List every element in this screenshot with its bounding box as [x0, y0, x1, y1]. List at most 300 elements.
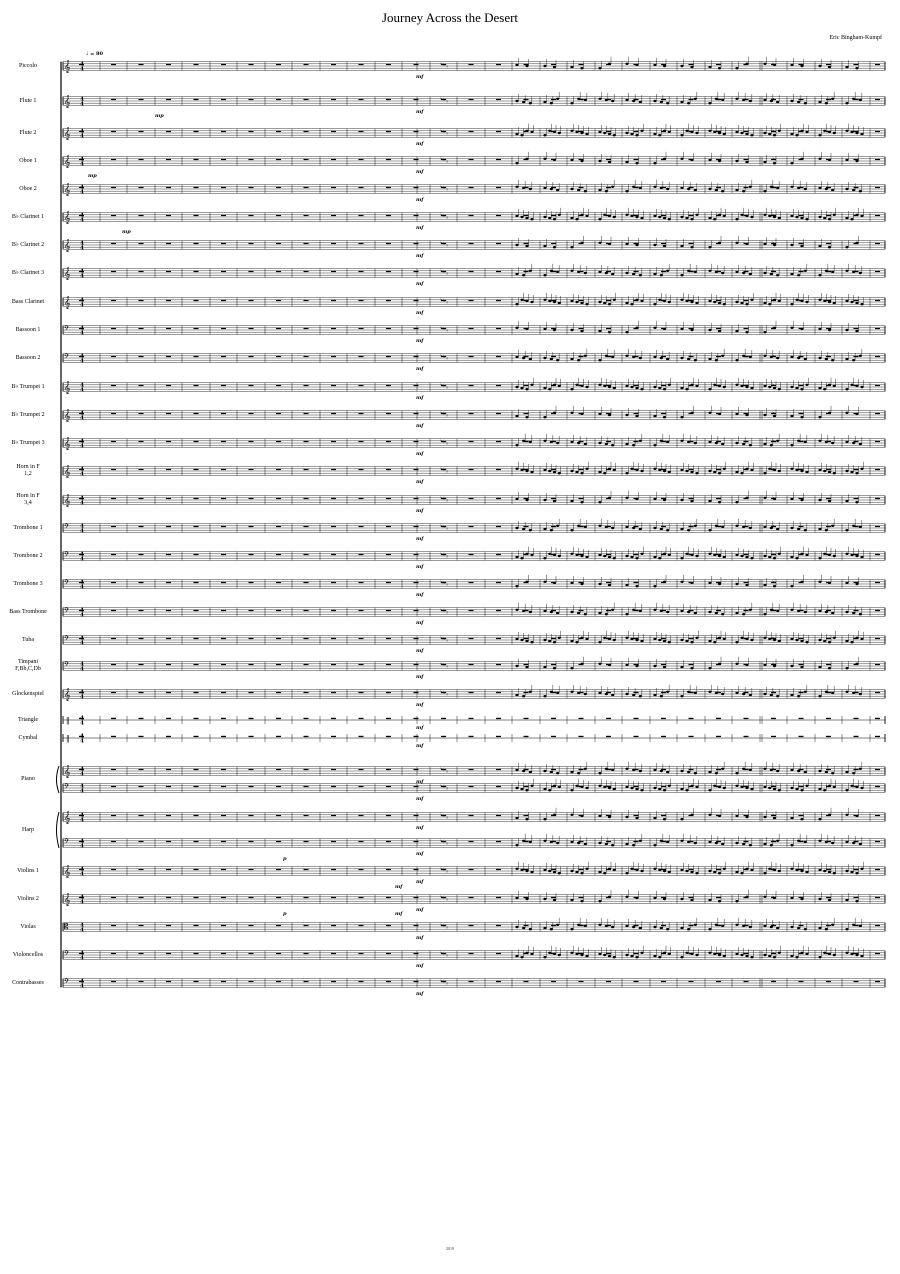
whole-rest: [221, 815, 226, 816]
note-head: [713, 641, 716, 643]
instrument-label: B♭ Trumpet 1: [11, 383, 45, 390]
note-head: [575, 641, 578, 643]
time-signature-bottom: 4: [80, 161, 84, 168]
note-head: [663, 818, 666, 820]
note-head: [828, 471, 831, 473]
whole-rest: [854, 769, 859, 770]
whole-rest: [194, 385, 199, 386]
whole-rest: [551, 498, 556, 499]
note-head: [680, 581, 683, 583]
whole-rest: [359, 99, 364, 100]
note-head: [598, 663, 601, 665]
note-head: [525, 245, 528, 247]
note-head: [653, 215, 656, 217]
treble-clef-icon: 𝄞: [64, 688, 71, 701]
note-head: [715, 189, 718, 191]
bass-clef-icon: 𝄢: [64, 782, 70, 792]
note-head: [790, 386, 793, 388]
note-head: [859, 843, 862, 845]
note-head: [550, 529, 553, 531]
note-head: [713, 301, 716, 303]
whole-rest: [854, 582, 859, 583]
note-head: [708, 611, 711, 613]
time-signature-bottom: 4: [80, 788, 84, 795]
whole-rest: [634, 243, 639, 244]
time-signature-top: 4: [80, 607, 84, 614]
whole-rest: [661, 815, 666, 816]
note-head: [740, 555, 743, 557]
flat-icon: ♭: [440, 689, 443, 695]
whole-rest: [111, 243, 116, 244]
whole-rest: [854, 498, 859, 499]
flat-icon: ♭: [443, 185, 446, 192]
note-head: [570, 470, 573, 472]
note-head: [735, 583, 738, 585]
note-head: [831, 271, 834, 273]
whole-rest: [799, 413, 804, 414]
whole-rest: [606, 300, 611, 301]
note-head: [694, 98, 697, 100]
note-head: [721, 99, 724, 101]
flat-icon: ♭: [446, 637, 449, 644]
whole-rest: [331, 131, 336, 132]
note-head: [831, 692, 834, 694]
whole-rest: [661, 786, 666, 787]
whole-rest: [551, 897, 556, 898]
whole-rest: [331, 187, 336, 188]
note-head: [558, 472, 561, 474]
time-signature-top: 4: [80, 156, 84, 163]
time-signature-bottom: 4: [80, 387, 84, 394]
whole-rest: [111, 554, 116, 555]
whole-rest: [826, 498, 831, 499]
note-head: [530, 871, 533, 873]
whole-rest: [661, 718, 666, 719]
whole-rest: [441, 718, 446, 719]
note-head: [718, 815, 721, 817]
whole-rest: [875, 841, 880, 842]
whole-rest: [799, 718, 804, 719]
whole-rest: [579, 610, 584, 611]
note-head: [790, 817, 793, 819]
flat-icon: ♭: [446, 412, 449, 419]
note-head: [818, 216, 821, 218]
flat-icon: ♭: [440, 551, 443, 557]
instrument-label: B♭ Trumpet 2: [11, 411, 45, 418]
note-head: [570, 358, 573, 360]
note-head: [598, 900, 601, 902]
note-head: [845, 388, 848, 390]
treble-clef-icon: 𝄞: [64, 127, 71, 140]
whole-rest: [249, 356, 254, 357]
staff: [63, 406, 885, 420]
note-head: [680, 440, 683, 442]
whole-rest: [634, 638, 639, 639]
whole-rest: [166, 215, 171, 216]
staff: [63, 378, 885, 392]
note-head: [708, 553, 711, 555]
note-head: [680, 610, 683, 612]
whole-rest: [551, 356, 556, 357]
note-head: [584, 443, 587, 445]
note-head: [553, 159, 556, 161]
note-head: [558, 786, 561, 788]
note-head: [530, 785, 533, 787]
note-head: [680, 639, 683, 641]
note-head: [708, 300, 711, 302]
whole-rest: [854, 356, 859, 357]
flat-icon: ♭: [443, 839, 446, 846]
note-head: [735, 871, 738, 873]
note-head: [580, 900, 583, 902]
note-head: [660, 528, 663, 530]
flat-icon: ♭: [443, 951, 446, 958]
whole-rest: [469, 413, 474, 414]
treble-clef-icon: 𝄞: [64, 155, 71, 168]
whole-rest: [276, 64, 281, 65]
note-head: [525, 416, 528, 418]
whole-rest: [111, 300, 116, 301]
whole-rest: [194, 582, 199, 583]
whole-rest: [744, 786, 749, 787]
note-head: [613, 134, 616, 136]
note-head: [855, 302, 858, 304]
note-head: [553, 218, 556, 220]
note-head: [818, 610, 821, 612]
note-head: [804, 928, 807, 930]
whole-rest: [661, 664, 666, 665]
whole-rest: [744, 187, 749, 188]
note-head: [556, 271, 559, 273]
note-head: [543, 581, 546, 583]
whole-rest: [689, 300, 694, 301]
whole-rest: [716, 131, 721, 132]
note-head: [721, 843, 724, 845]
flat-icon: ♭: [440, 579, 443, 585]
whole-rest: [249, 215, 254, 216]
note-head: [855, 242, 858, 244]
note-head: [658, 557, 661, 559]
whole-rest: [221, 498, 226, 499]
note-head: [548, 470, 551, 472]
note-head: [543, 387, 546, 389]
whole-rest: [221, 554, 226, 555]
note-head: [575, 871, 578, 873]
time-signature-top: 4: [80, 766, 84, 773]
note-head: [570, 300, 573, 302]
instrument-label: Piano: [21, 776, 35, 782]
whole-rest: [221, 159, 226, 160]
flat-icon: ♭: [443, 467, 446, 474]
whole-rest: [875, 526, 880, 527]
note-head: [778, 300, 781, 302]
whole-rest: [359, 385, 364, 386]
note-head: [630, 303, 633, 305]
note-head: [611, 769, 614, 771]
whole-rest: [359, 786, 364, 787]
note-head: [804, 529, 807, 531]
whole-rest: [854, 159, 859, 160]
dynamic-mf: mf: [416, 796, 424, 802]
note-head: [570, 870, 573, 872]
whole-rest: [661, 243, 666, 244]
whole-rest: [111, 869, 116, 870]
time-signature-bottom: 4: [80, 415, 84, 422]
note-head: [818, 101, 821, 103]
note-head: [797, 770, 800, 772]
dynamic-mf: mf: [416, 907, 424, 913]
note-head: [515, 817, 518, 819]
whole-rest: [524, 469, 529, 470]
note-head: [749, 769, 752, 771]
note-head: [690, 554, 693, 556]
flat-icon: ♭: [446, 468, 449, 475]
note-head: [750, 788, 753, 790]
note-head: [530, 301, 533, 303]
note-head: [585, 215, 588, 217]
note-head: [553, 412, 556, 414]
note-head: [584, 613, 587, 615]
note-head: [608, 868, 611, 870]
whole-rest: [496, 736, 501, 737]
whole-rest: [359, 869, 364, 870]
flat-icon: ♭: [440, 96, 443, 102]
note-head: [804, 691, 807, 693]
note-head: [575, 785, 578, 787]
note-head: [625, 637, 628, 639]
note-head: [584, 925, 587, 927]
whole-rest: [139, 841, 144, 842]
whole-rest: [799, 925, 804, 926]
whole-rest: [221, 841, 226, 842]
whole-rest: [496, 526, 501, 527]
whole-rest: [249, 786, 254, 787]
note-head: [584, 190, 587, 192]
note-head: [818, 528, 821, 530]
whole-rest: [551, 869, 556, 870]
note-head: [553, 871, 556, 873]
whole-rest: [716, 897, 721, 898]
whole-rest: [689, 664, 694, 665]
note-head: [823, 300, 826, 302]
whole-rest: [661, 99, 666, 100]
note-head: [795, 469, 798, 471]
note-head: [723, 787, 726, 789]
note-head: [515, 468, 518, 470]
whole-rest: [194, 925, 199, 926]
treble-clef-icon: 𝄞: [64, 865, 71, 878]
whole-rest: [469, 769, 474, 770]
note-head: [768, 215, 771, 217]
note-head: [804, 358, 807, 360]
note-head: [718, 385, 721, 387]
note-head: [718, 214, 721, 216]
note-head: [715, 612, 718, 614]
note-head: [845, 789, 848, 791]
whole-rest: [139, 786, 144, 787]
whole-rest: [221, 925, 226, 926]
flat-icon: ♭: [446, 663, 449, 670]
time-signature-top: 4: [80, 838, 84, 845]
note-head: [735, 301, 738, 303]
note-head: [687, 928, 690, 930]
dynamic-mf: mf: [416, 825, 424, 831]
note-head: [635, 216, 638, 218]
note-head: [818, 65, 821, 67]
note-head: [740, 302, 743, 304]
whole-rest: [875, 356, 880, 357]
note-head: [575, 953, 578, 955]
flat-icon: ♭: [440, 382, 443, 388]
whole-rest: [386, 769, 391, 770]
whole-rest: [194, 243, 199, 244]
flat-icon: ♭: [446, 785, 449, 792]
note-head: [745, 303, 748, 305]
note-head: [795, 134, 798, 136]
note-head: [666, 188, 669, 190]
whole-rest: [304, 385, 309, 386]
note-head: [790, 955, 793, 957]
note-head: [570, 441, 573, 443]
whole-rest: [469, 692, 474, 693]
note-head: [570, 270, 573, 272]
note-head: [708, 667, 711, 669]
whole-rest: [469, 99, 474, 100]
note-head: [797, 528, 800, 530]
note-head: [543, 528, 546, 530]
flat-icon: ♭: [772, 922, 775, 928]
note-head: [825, 358, 828, 360]
note-head: [800, 328, 803, 330]
instrument-label: Glockenspiel: [12, 690, 44, 697]
whole-rest: [166, 64, 171, 65]
note-head: [723, 303, 726, 305]
note-head: [735, 442, 738, 444]
note-head: [828, 384, 831, 386]
note-head: [635, 327, 638, 329]
note-head: [749, 100, 752, 102]
dynamic-mf: mf: [416, 253, 424, 259]
whole-rest: [744, 441, 749, 442]
flat-icon: ♭: [772, 297, 775, 303]
whole-rest: [249, 610, 254, 611]
note-head: [763, 816, 766, 818]
whole-rest: [331, 610, 336, 611]
whole-rest: [359, 187, 364, 188]
whole-rest: [606, 131, 611, 132]
note-head: [525, 870, 528, 872]
note-head: [635, 639, 638, 641]
whole-rest: [276, 441, 281, 442]
instrument-label: Horn in F 1,2: [16, 464, 40, 477]
note-head: [550, 928, 553, 930]
flat-icon: ♭: [446, 896, 449, 903]
whole-rest: [331, 786, 336, 787]
note-head: [745, 414, 748, 416]
note-head: [530, 554, 533, 556]
note-head: [625, 816, 628, 818]
whole-rest: [606, 441, 611, 442]
whole-rest: [386, 243, 391, 244]
note-head: [718, 302, 721, 304]
bass-clef-icon: 𝄢: [64, 606, 70, 616]
note-head: [800, 818, 803, 820]
note-head: [663, 470, 666, 472]
whole-rest: [469, 718, 474, 719]
whole-rest: [111, 187, 116, 188]
note-head: [580, 330, 583, 332]
note-head: [529, 441, 532, 443]
whole-rest: [221, 215, 226, 216]
note-head: [525, 666, 528, 668]
note-head: [828, 301, 831, 303]
note-head: [585, 556, 588, 558]
note-head: [860, 787, 863, 789]
whole-rest: [661, 638, 666, 639]
note-head: [694, 442, 697, 444]
note-head: [666, 841, 669, 843]
note-head: [680, 528, 683, 530]
dynamic-mf: mf: [416, 197, 424, 203]
note-head: [515, 844, 518, 846]
note-head: [745, 215, 748, 217]
whole-rest: [579, 328, 584, 329]
whole-rest: [194, 300, 199, 301]
note-head: [694, 842, 697, 844]
note-head: [598, 471, 601, 473]
note-head: [685, 217, 688, 219]
whole-rest: [331, 64, 336, 65]
note-head: [763, 786, 766, 788]
flat-icon: ♭: [772, 325, 775, 331]
flat-icon: ♭: [440, 212, 443, 218]
whole-rest: [579, 953, 584, 954]
whole-rest: [194, 187, 199, 188]
note-head: [585, 787, 588, 789]
whole-rest: [606, 718, 611, 719]
whole-rest: [304, 441, 309, 442]
whole-rest: [276, 610, 281, 611]
note-head: [831, 189, 834, 191]
whole-rest: [634, 131, 639, 132]
note-head: [522, 528, 525, 530]
note-head: [708, 771, 711, 773]
whole-rest: [331, 441, 336, 442]
note-head: [763, 872, 766, 874]
flat-icon: ♭: [440, 353, 443, 359]
whole-rest: [194, 638, 199, 639]
whole-rest: [359, 736, 364, 737]
flat-icon: ♭: [446, 270, 449, 277]
note-head: [515, 162, 518, 164]
note-head: [828, 953, 831, 955]
note-head: [735, 271, 738, 273]
whole-rest: [221, 243, 226, 244]
note-head: [515, 327, 518, 329]
whole-rest: [744, 159, 749, 160]
note-head: [735, 413, 738, 415]
note-head: [685, 870, 688, 872]
note-head: [797, 101, 800, 103]
note-head: [635, 788, 638, 790]
note-head: [715, 442, 718, 444]
note-head: [613, 387, 616, 389]
whole-rest: [359, 526, 364, 527]
note-head: [695, 472, 698, 474]
whole-rest: [496, 718, 501, 719]
whole-rest: [716, 356, 721, 357]
whole-rest: [469, 243, 474, 244]
